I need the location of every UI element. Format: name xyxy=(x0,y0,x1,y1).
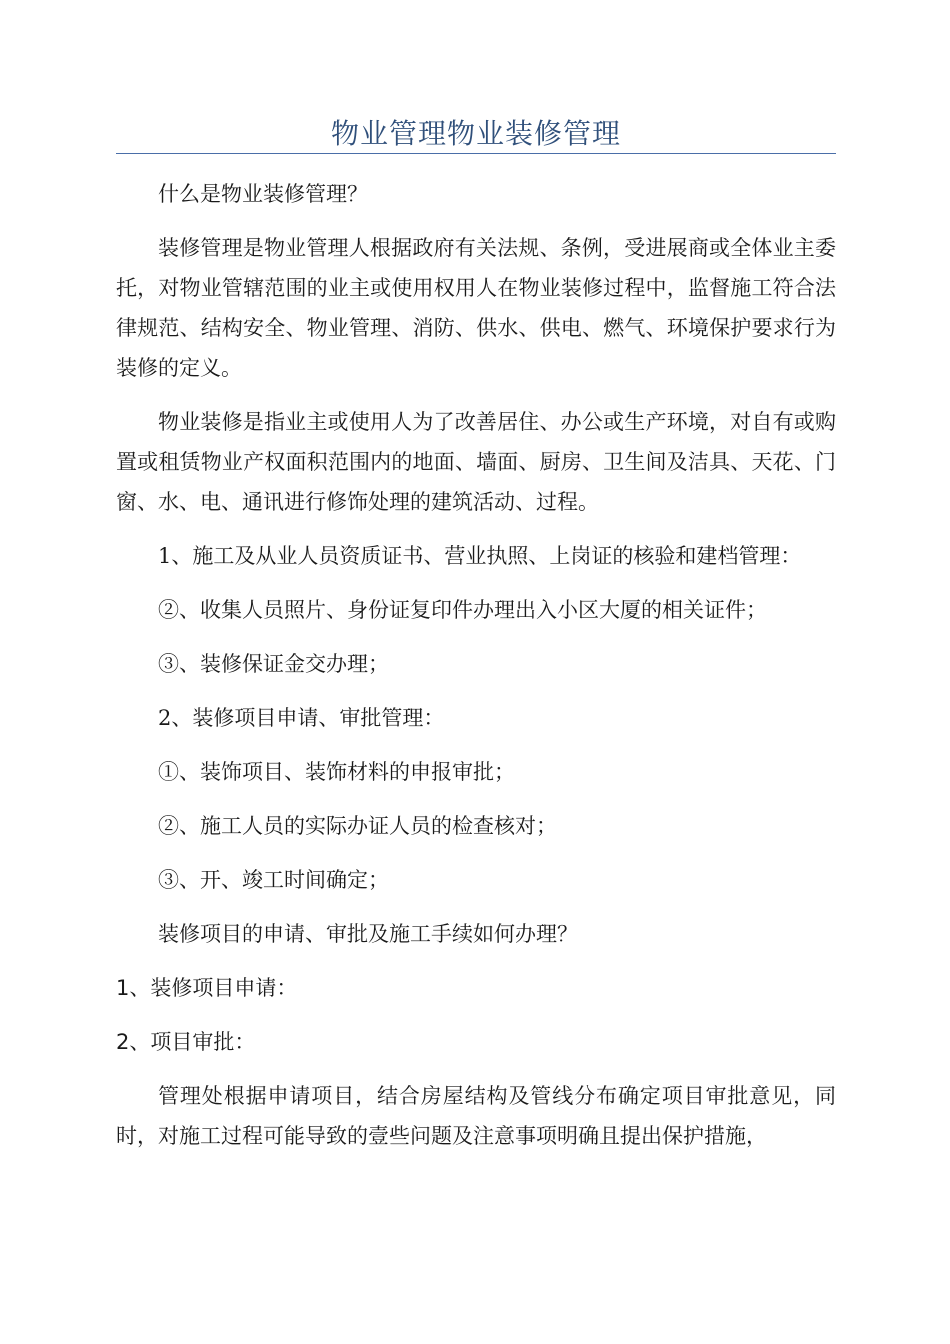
list-item: ③、开、竣工时间确定； xyxy=(158,868,389,892)
heading-approval: 2、项目审批： xyxy=(116,1030,256,1054)
list-item: ②、施工人员的实际办证人员的检查核对； xyxy=(158,814,557,838)
list-item: ③、装修保证金交办理； xyxy=(158,652,389,676)
document-body xyxy=(116,174,836,1170)
list-item: ①、装饰项目、装饰材料的申报审批； xyxy=(158,760,515,784)
list-item: 2、装修项目申请、审批管理： xyxy=(158,706,445,730)
paragraph-renovation: 物业装修是指业主或使用人为了改善居住、办公或生产环境，对自有或购置或租赁物业产权面积范围内的地面、墙面、厨房、卫生间及洁具、天花、门窗、水、电、通讯进行修饰处理的建筑活动、过程。 xyxy=(116,410,836,514)
paragraph-definition: 装修管理是物业管理人根据政府有关法规、条例，受进展商或全体业主委托，对物业管辖范围的业主或使用权用人在物业装修过程中，监督施工符合法律规范、结构安全、物业管理、消防、供水、供电、燃气、环境保护要求行为装修的定义。 xyxy=(116,236,836,380)
document-title: 物业管理物业装修管理 xyxy=(330,117,621,150)
paragraph-question: 什么是物业装修管理？ xyxy=(158,182,368,206)
title-underline xyxy=(116,153,836,154)
paragraph-procedure-question: 装修项目的申请、审批及施工手续如何办理？ xyxy=(158,922,578,946)
heading-application: 1、装修项目申请： xyxy=(116,976,298,1000)
list-item: ②、收集人员照片、身份证复印件办理出入小区大厦的相关证件； xyxy=(158,598,767,622)
list-item: 1、施工及从业人员资质证书、营业执照、上岗证的核验和建档管理： xyxy=(158,544,802,568)
paragraph-approval: 管理处根据申请项目，结合房屋结构及管线分布确定项目审批意见，同时，对施工过程可能导致的壹些问题及注意事项明确且提出保护措施， xyxy=(116,1084,836,1148)
